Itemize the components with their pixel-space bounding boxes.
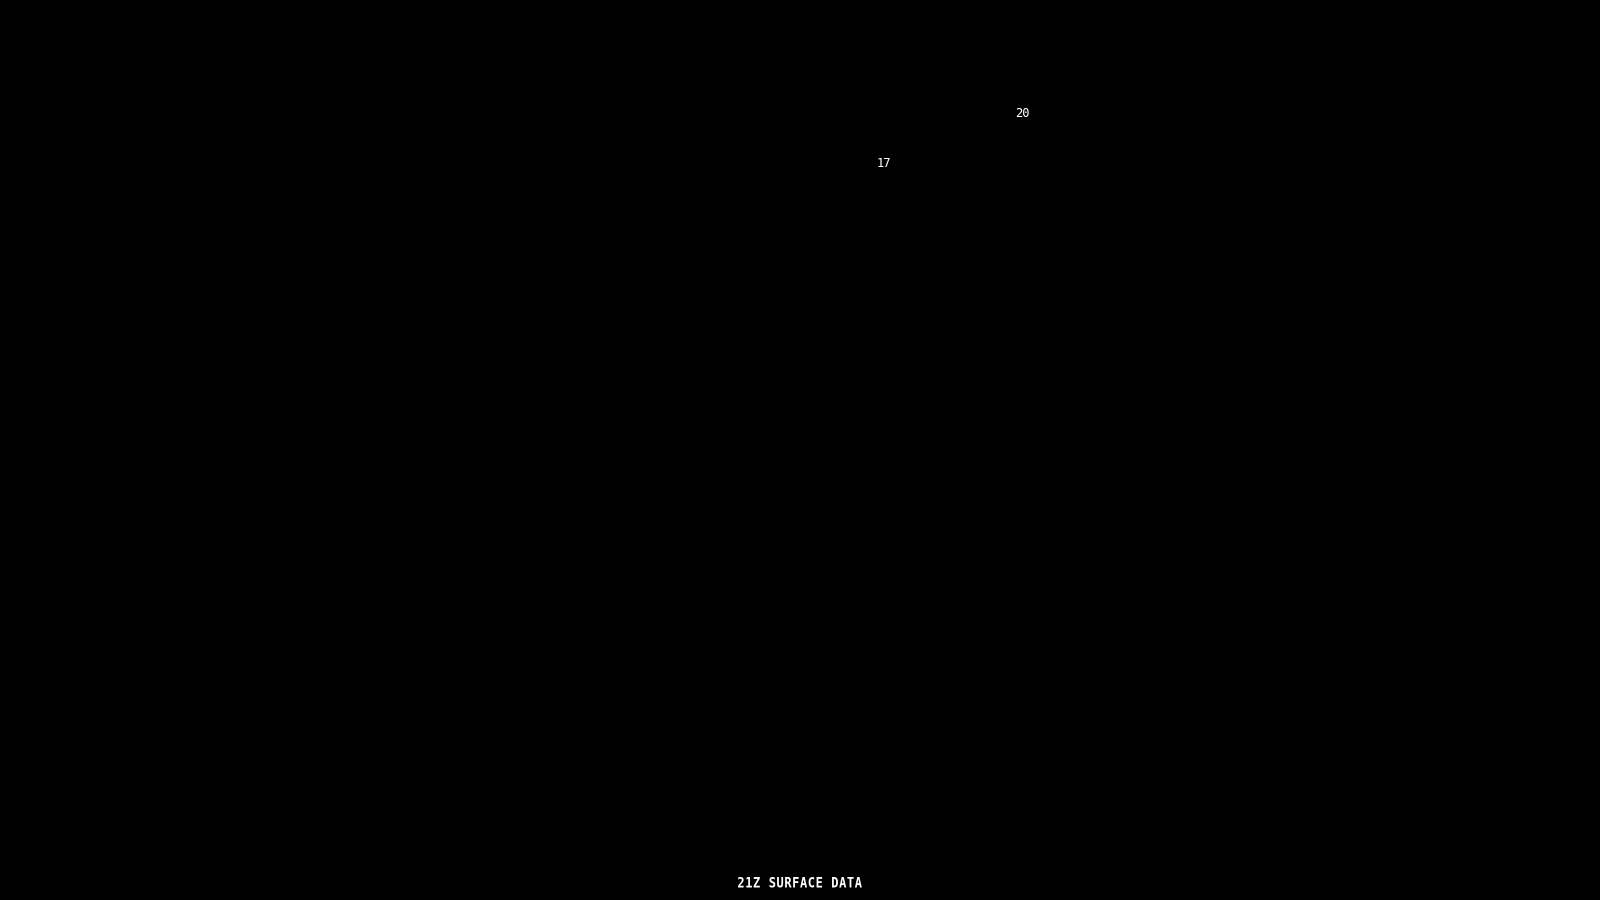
plot-title: 21Z SURFACE DATA xyxy=(737,875,863,892)
station-value: 17 xyxy=(877,156,890,170)
station-value: 20 xyxy=(1016,106,1029,120)
